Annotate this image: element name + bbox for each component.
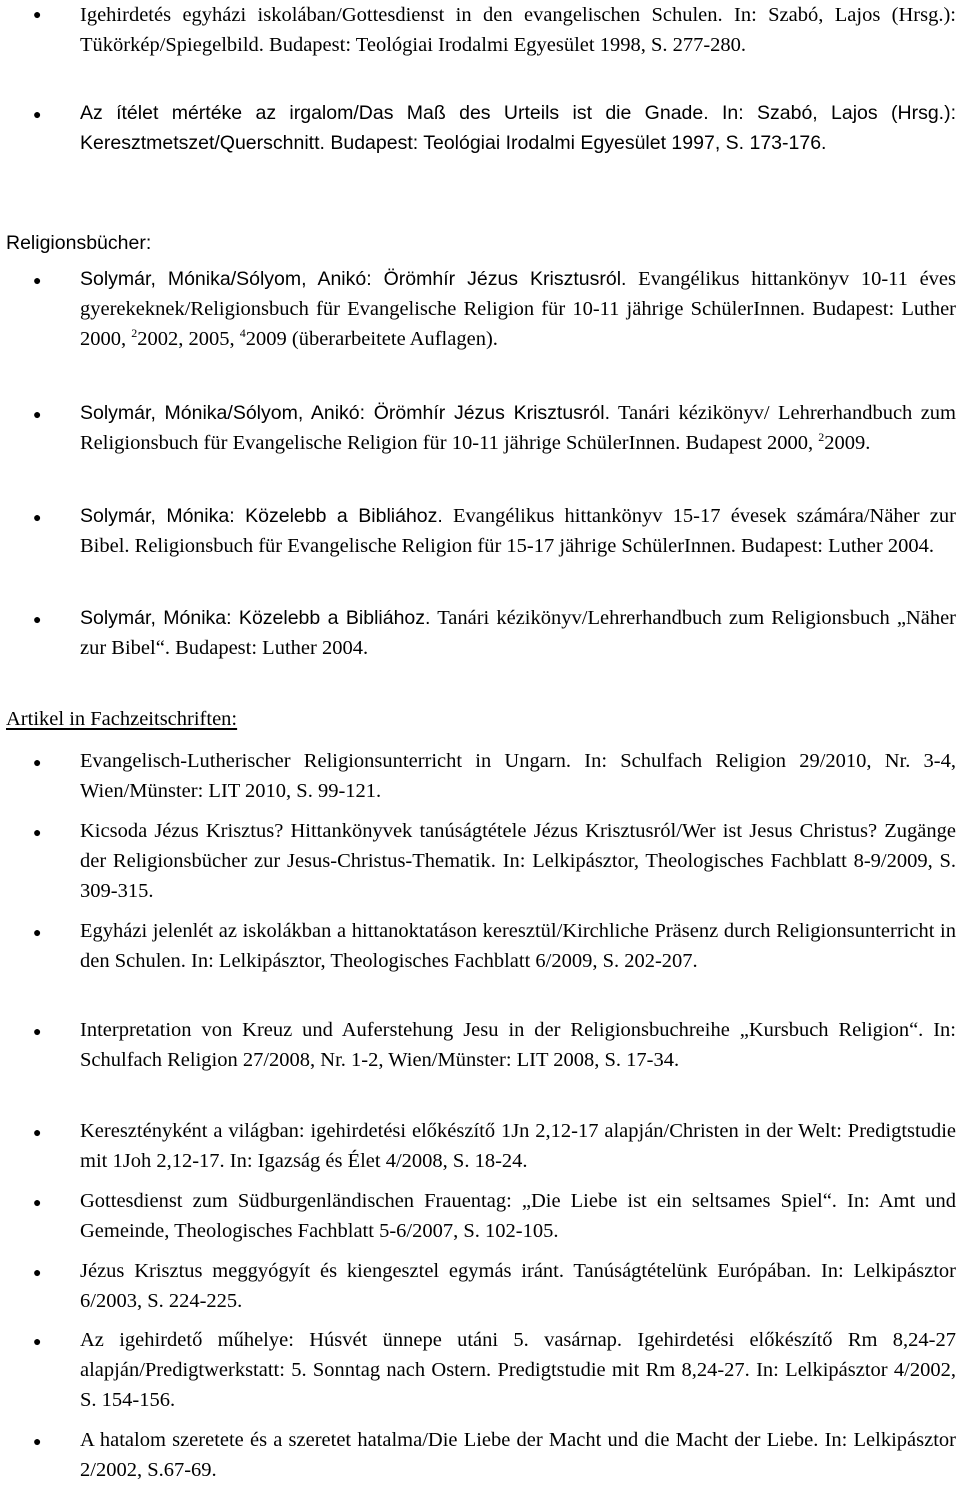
list-item-text: Solymár, Mónika: Közelebb a Bibliához. Tanári kézikönyv/Lehrerhandbuch zum Religionsbuch „Näher zur Bibel“. Budapest: Luther 2004.	[80, 607, 956, 659]
list-item-text: Kicsoda Jézus Krisztus? Hittankönyvek tanúságtétele Jézus Krisztusról/Wer ist Jesus Christus? Zugänge der Religionsbücher zur Jesus-Christus-Thematik. In: Lelkipásztor, Theologisches Fachblatt 8-9/2009, S. 309-315.	[80, 820, 956, 902]
bullet-icon: ●	[33, 408, 42, 423]
list-item-text: Egyházi jelenlét az iskolákban a hittanoktatáson keresztül/Kirchliche Präsenz durch Religionsunterricht in den Schulen. In: Lelkipásztor, Theologisches Fachblatt 6/2009, S. 202-207.	[80, 920, 956, 972]
list-item-text: Az ítélet mértéke az irgalom/Das Maß des Urteils ist die Gnade. In: Szabó, Lajos (Hrsg.): Keresztmetszet/Querschnitt. Budapest: Teológiai Irodalmi Egyesület 1997, S. 173-176.	[80, 102, 956, 154]
bullet-icon: ●	[33, 1126, 42, 1141]
bullet-icon: ●	[33, 1025, 42, 1040]
bullet-icon: ●	[33, 756, 42, 771]
bullet-icon: ●	[33, 8, 42, 23]
list-item-text: Solymár, Mónika/Sólyom, Anikó: Örömhír Jézus Krisztusról. Tanári kézikönyv/ Lehrerhandbuch zum Religionsbuch für Evangelische Religion für 10-11 jährige SchülerInnen. Budapest 2000, $^2$2009.	[80, 402, 956, 454]
list-item-text: Evangelisch-Lutherischer Religionsunterricht in Ungarn. In: Schulfach Religion 29/2010, Nr. 3-4, Wien/Münster: LIT 2010, S. 99-121.	[80, 750, 956, 802]
bullet-icon: ●	[33, 108, 42, 123]
bullet-icon: ●	[33, 1196, 42, 1211]
list-item-text: Az igehirdető műhelye: Húsvét ünnepe utáni 5. vasárnap. Igehirdetési előkészítő Rm 8,24-27 alapján/Predigtwerkstatt: 5. Sonntag nach Ostern. Predigtstudie mit Rm 8,24-27. In: Lelkipásztor 4/2002, S. 154-156.	[80, 1329, 956, 1411]
bullet-icon: ●	[33, 511, 42, 526]
bullet-icon: ●	[33, 1335, 42, 1350]
bullet-icon: ●	[33, 1266, 42, 1281]
list-item-text: Igehirdetés egyházi iskolában/Gottesdienst in den evangelischen Schulen. In: Szabó, Lajos (Hrsg.): Tükörkép/Spiegelbild. Budapest: Teológiai Irodalmi Egyesület 1998, S. 277-280.	[80, 4, 956, 56]
bullet-icon: ●	[33, 926, 42, 941]
list-item-text: Gottesdienst zum Südburgenländischen Frauentag: „Die Liebe ist ein seltsames Spiel“. In: Amt und Gemeinde, Theologisches Fachblatt 5-6/2007, S. 102-105.	[80, 1190, 956, 1242]
list-item-text: Solymár, Mónika: Közelebb a Bibliához. Evangélikus hittankönyv 15-17 évesek számára/Näher zur Bibel. Religionsbuch für Evangelische Religion für 15-17 jährige SchülerInnen. Budapest: Luther 2004.	[80, 505, 956, 557]
bullet-icon: ●	[33, 274, 42, 289]
bullet-icon: ●	[33, 613, 42, 628]
section-heading-artikel: Artikel in Fachzeitschriften:	[6, 708, 238, 730]
bullet-icon: ●	[33, 826, 42, 841]
bullet-icon: ●	[33, 1435, 42, 1450]
list-item-text: Keresztényként a világban: igehirdetési előkészítő 1Jn 2,12-17 alapján/Christen in der Welt: Predigtstudie mit 1Joh 2,12-17. In: Igazság és Élet 4/2008, S. 18-24.	[80, 1120, 956, 1172]
list-item-text: Jézus Krisztus meggyógyít és kiengesztel egymás iránt. Tanúságtételünk Európában. In: Lelkipásztor 6/2003, S. 224-225.	[80, 1260, 956, 1312]
list-item-text: Solymár, Mónika/Sólyom, Anikó: Örömhír Jézus Krisztusról. Evangélikus hittankönyv 10-11 éves gyerekeknek/Religionsbuch für Evangelische Religion für 10-11 jährige SchülerInnen. Budapest: Luther 2000, $^2$2002, 2005, $^4$2009 (überarbeitete Auflagen).	[80, 268, 956, 350]
list-item-text: Interpretation von Kreuz und Auferstehung Jesu in der Religionsbuchreihe „Kursbuch Religion“. In: Schulfach Religion 27/2008, Nr. 1-2, Wien/Münster: LIT 2008, S. 17-34.	[80, 1019, 956, 1071]
section-heading-religionsbuecher: Religionsbücher:	[6, 232, 152, 254]
list-item-text: A hatalom szeretete és a szeretet hatalma/Die Liebe der Macht und die Macht der Liebe. In: Lelkipásztor 2/2002, S.67-69.	[80, 1429, 956, 1481]
